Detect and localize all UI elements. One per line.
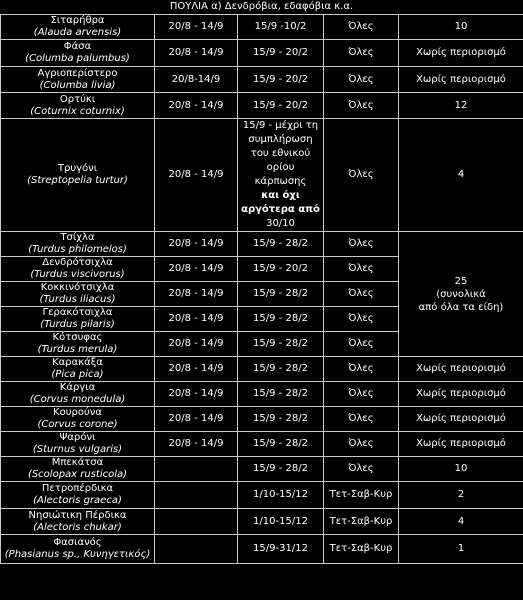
species-cell: Αγριοπερίστερο (Columba livia) bbox=[1, 67, 155, 93]
species-cell: Πετροπέρδικα (Alectoris graeca) bbox=[1, 482, 155, 509]
days-cell: Όλες bbox=[324, 457, 399, 482]
limit-cell: 4 bbox=[399, 119, 523, 232]
period1-cell: 20/8 - 14/9 bbox=[155, 257, 238, 282]
period1-cell: 20/8 - 14/9 bbox=[155, 93, 238, 119]
period1-cell: 20/8 - 14/9 bbox=[155, 119, 238, 232]
table-row bbox=[1, 15, 523, 40]
days-cell: Όλες bbox=[324, 40, 399, 67]
period1-cell bbox=[155, 535, 238, 564]
table-row bbox=[1, 509, 523, 535]
page-title: ΠΟΥΛΙΑ α) Δενδρόβια, εδαφόβια κ.α. bbox=[169, 1, 354, 12]
species-cell: Σιταρήθρα (Alauda arvensis) bbox=[1, 15, 155, 40]
species-cell: Ορτύκι (Coturnix coturnix) bbox=[1, 93, 155, 119]
species-cell: Κάργια (Corvus monedula) bbox=[1, 382, 155, 407]
limit-cell: Χωρίς περιορισμό bbox=[399, 432, 523, 457]
period1-cell: 20/8 - 14/9 bbox=[155, 407, 238, 432]
period2-cell: 1/10-15/12 bbox=[238, 509, 324, 535]
period2-cell: 15/9 -10/2 bbox=[238, 15, 324, 40]
limit-cell: 2 bbox=[399, 482, 523, 509]
period2-cell: 15/9 - 20/2 bbox=[238, 93, 324, 119]
period2-cell: 15/9 - 28/2 bbox=[238, 407, 324, 432]
limit-cell: Χωρίς περιορισμό bbox=[399, 67, 523, 93]
period1-cell: 20/8 - 14/9 bbox=[155, 357, 238, 382]
days-cell: Όλες bbox=[324, 93, 399, 119]
thrush-limit-cell: 25 (συνολικά από όλα τα είδη) bbox=[399, 232, 523, 357]
table-row bbox=[1, 382, 523, 407]
species-cell: Φάσα (Columba palumbus) bbox=[1, 40, 155, 67]
period2-cell: 15/9 - 28/2 bbox=[238, 457, 324, 482]
table-row bbox=[1, 357, 523, 382]
period2-cell: 15/9 - 28/2 bbox=[238, 307, 324, 332]
limit-cell: 1 bbox=[399, 535, 523, 564]
days-cell: Όλες bbox=[324, 307, 399, 332]
limit-cell: Χωρίς περιορισμό bbox=[399, 382, 523, 407]
limit-cell: 12 bbox=[399, 93, 523, 119]
table-row bbox=[1, 67, 523, 93]
period2-cell: 1/10-15/12 bbox=[238, 482, 324, 509]
species-cell: Κότσυφας (Turdus merula) bbox=[1, 332, 155, 357]
table-row bbox=[1, 232, 523, 257]
period1-cell: 20/8 - 14/9 bbox=[155, 40, 238, 67]
table-row bbox=[1, 482, 523, 509]
species-cell: Τρυγόνι (Streptopelia turtur) bbox=[1, 119, 155, 232]
period2-cell: 15/9 - 28/2 bbox=[238, 332, 324, 357]
period1-cell: 20/8-14/9 bbox=[155, 67, 238, 93]
period2-cell: 15/9 - μέχρι τη συμπλήρωση του εθνικού ορίου κάρπωσης και όχι αργότερα από 30/10 bbox=[238, 119, 324, 232]
period1-cell: 20/8 - 14/9 bbox=[155, 307, 238, 332]
period2-cell: 15/9 - 20/2 bbox=[238, 257, 324, 282]
period2-cell: 15/9 - 28/2 bbox=[238, 432, 324, 457]
species-cell: Κοκκινότσιχλα (Turdus iliacus) bbox=[1, 282, 155, 307]
limit-cell: Χωρίς περιορισμό bbox=[399, 357, 523, 382]
days-cell: Όλες bbox=[324, 257, 399, 282]
period2-cell: 15/9-31/12 bbox=[238, 535, 324, 564]
period1-cell bbox=[155, 482, 238, 509]
period2-cell: 15/9 - 28/2 bbox=[238, 357, 324, 382]
species-cell: Νησιώτικη Πέρδικα (Alectoris chukar) bbox=[1, 509, 155, 535]
period1-cell: 20/8 - 14/9 bbox=[155, 332, 238, 357]
days-cell: Όλες bbox=[324, 332, 399, 357]
table-row bbox=[1, 535, 523, 564]
table-row bbox=[1, 432, 523, 457]
table-row bbox=[1, 40, 523, 67]
species-cell: Ψαρόνι (Sturnus vulgaris) bbox=[1, 432, 155, 457]
species-cell: Δενδρότσιχλα (Turdus viscivorus) bbox=[1, 257, 155, 282]
period2-cell: 15/9 - 28/2 bbox=[238, 282, 324, 307]
species-cell: Κουρούνα (Corvus corone) bbox=[1, 407, 155, 432]
limit-cell: 10 bbox=[399, 457, 523, 482]
hunting-table bbox=[0, 14, 523, 564]
species-cell: Γερακότσιχλα (Turdus pilaris) bbox=[1, 307, 155, 332]
limit-cell: 10 bbox=[399, 15, 523, 40]
period2-cell: 15/9 - 20/2 bbox=[238, 40, 324, 67]
period1-cell: 20/8 - 14/9 bbox=[155, 382, 238, 407]
period1-cell bbox=[155, 509, 238, 535]
table-row bbox=[1, 119, 523, 232]
period2-cell: 15/9 - 28/2 bbox=[238, 232, 324, 257]
period2-cell: 15/9 - 28/2 bbox=[238, 382, 324, 407]
days-cell: Όλες bbox=[324, 15, 399, 40]
days-cell: Όλες bbox=[324, 407, 399, 432]
limit-cell: 4 bbox=[399, 509, 523, 535]
limit-cell: Χωρίς περιορισμό bbox=[399, 407, 523, 432]
days-cell: Όλες bbox=[324, 282, 399, 307]
species-cell: Μπεκάτσα (Scolopax rusticola) bbox=[1, 457, 155, 482]
table-row bbox=[1, 407, 523, 432]
period1-cell: 20/8 - 14/9 bbox=[155, 282, 238, 307]
days-cell: Τετ-Σαβ-Κυρ bbox=[324, 482, 399, 509]
days-cell: Όλες bbox=[324, 382, 399, 407]
days-cell: Όλες bbox=[324, 432, 399, 457]
species-cell: Φασιανός (Phasianus sp., Κυνηγετικός) bbox=[1, 535, 155, 564]
days-cell: Όλες bbox=[324, 232, 399, 257]
days-cell: Τετ-Σαβ-Κυρ bbox=[324, 509, 399, 535]
table-row bbox=[1, 457, 523, 482]
species-cell: Τσίχλα (Turdus philomelos) bbox=[1, 232, 155, 257]
period2-cell: 15/9 - 20/2 bbox=[238, 67, 324, 93]
limit-cell: Χωρίς περιορισμό bbox=[399, 40, 523, 67]
days-cell: Όλες bbox=[324, 67, 399, 93]
table-row bbox=[1, 93, 523, 119]
days-cell: Όλες bbox=[324, 357, 399, 382]
period1-cell: 20/8 - 14/9 bbox=[155, 232, 238, 257]
period1-cell: 20/8 - 14/9 bbox=[155, 15, 238, 40]
days-cell: Τετ-Σαβ-Κυρ bbox=[324, 535, 399, 564]
species-cell: Καρακάξα (Pica pica) bbox=[1, 357, 155, 382]
period1-cell: 20/8 - 14/9 bbox=[155, 432, 238, 457]
days-cell: Όλες bbox=[324, 119, 399, 232]
period1-cell bbox=[155, 457, 238, 482]
